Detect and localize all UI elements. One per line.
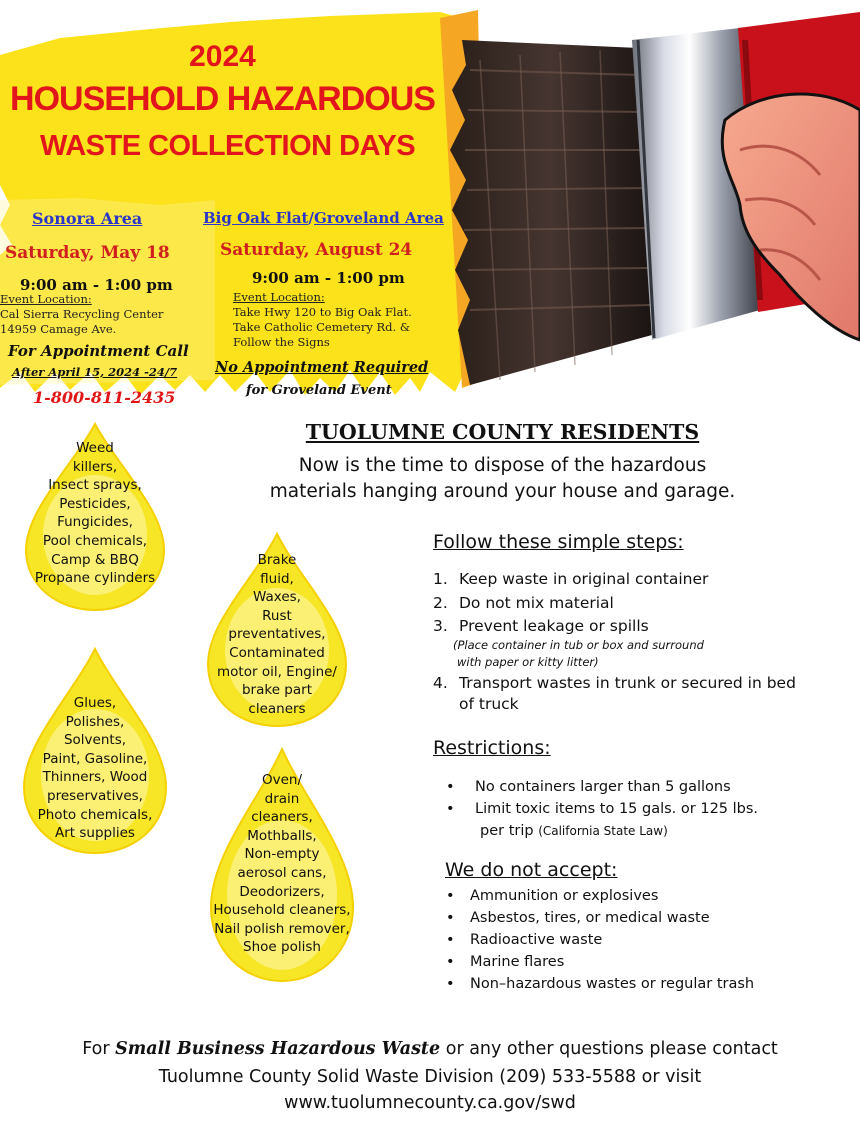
restriction-2-line2: per trip (California State Law) xyxy=(480,823,668,839)
groveland-area-link[interactable]: Groveland Area xyxy=(313,209,444,227)
not-accepted-item: • Marine flares xyxy=(446,954,565,970)
no-appointment-required: No Appointment Required xyxy=(215,359,429,376)
step-4-line2: of truck xyxy=(459,695,519,713)
groveland-location-line1: Take Hwy 120 to Big Oak Flat. xyxy=(233,305,412,319)
restriction-1: • No containers larger than 5 gallons xyxy=(446,779,731,795)
restrictions-heading: Restrictions: xyxy=(433,737,551,759)
not-accepted-item: • Asbestos, tires, or medical waste xyxy=(446,910,710,926)
bullet-icon: • xyxy=(446,932,455,948)
drop-solvents xyxy=(20,645,170,855)
sonora-area-link[interactable]: Sonora Area xyxy=(32,209,143,228)
drop-household xyxy=(207,745,357,985)
residents-intro-line2: materials hanging around your house and garage. xyxy=(269,481,736,502)
small-business-label: Small Business Hazardous Waste xyxy=(115,1039,441,1059)
step-2: 2. Do not mix material xyxy=(433,594,614,612)
groveland-location-line2: Take Catholic Cemetery Rd. & xyxy=(233,320,411,334)
not-accepted-item: • Ammunition or explosives xyxy=(446,888,659,904)
drop-solvents-text: Glues, Polishes, Solvents, Paint, Gasoline, Thinners, Wood preservatives, Photo chemicals, Art supplies xyxy=(37,695,153,842)
footer-line2: Tuolumne County Solid Waste Division (209) 533-5588 or visit xyxy=(158,1067,702,1087)
sonora-location-line1: Cal Sierra Recycling Center xyxy=(0,307,164,321)
groveland-location-line3: Follow the Signs xyxy=(233,335,330,349)
sonora-appointment-text: For Appointment Call xyxy=(8,342,189,360)
groveland-time: 9:00 am - 1:00 pm xyxy=(252,269,405,287)
step-1: 1. Keep waste in original container xyxy=(433,570,709,588)
sonora-phone-number[interactable]: 1-800-811-2435 xyxy=(33,388,176,407)
event-year: 2024 xyxy=(189,40,256,73)
bullet-icon: • xyxy=(446,801,455,817)
step-3-note-line2: with paper or kitty litter) xyxy=(457,655,599,669)
drop-pesticides xyxy=(22,420,168,612)
residents-intro-line1: Now is the time to dispose of the hazardous xyxy=(298,455,707,476)
sonora-location-line2: 14959 Camage Ave. xyxy=(0,322,117,336)
not-accepted-item: • Non–hazardous wastes or regular trash xyxy=(446,976,755,992)
restriction-2: • Limit toxic items to 15 gals. or 125 lbs. xyxy=(446,801,759,817)
page-title: HOUSEHOLD HAZARDOUS xyxy=(10,80,435,118)
not-accepted-item: • Radioactive waste xyxy=(446,932,603,948)
bullet-icon: • xyxy=(446,954,455,970)
residents-heading: TUOLUMNE COUNTY RESIDENTS xyxy=(305,420,700,444)
page-subtitle: WASTE COLLECTION DAYS xyxy=(39,130,416,162)
groveland-location-label: Event Location: xyxy=(233,290,325,304)
drop-pesticides-text: Weed killers, Insect sprays, Pesticides, Fungicides, Pool chemicals, Camp & BBQ Propane cylinders xyxy=(34,440,156,587)
sonora-time: 9:00 am - 1:00 pm xyxy=(20,276,173,294)
groveland-event-note: for Groveland Event xyxy=(246,383,392,398)
groveland-area-heading xyxy=(203,209,444,227)
step-3-note-line1: (Place container in tub or box and surround xyxy=(453,638,704,652)
big-oak-flat-link[interactable]: Big Oak Flat xyxy=(203,209,309,227)
bullet-icon: • xyxy=(446,888,455,904)
residents-intro xyxy=(220,453,785,505)
steps-heading: Follow these simple steps: xyxy=(433,531,684,553)
bullet-icon: • xyxy=(446,976,455,992)
sonora-location-label: Event Location: xyxy=(0,292,92,306)
drop-automotive-text: Brake fluid, Waxes, Rust preventatives, Contaminated motor oil, Engine/ brake part cleaners xyxy=(217,552,337,717)
drop-automotive xyxy=(204,530,350,728)
not-accepted-heading: We do not accept: xyxy=(445,859,618,881)
sonora-date: Saturday, May 18 xyxy=(5,243,170,263)
area-separator: / xyxy=(308,209,314,227)
step-4: 4. Transport wastes in trunk or secured in bed xyxy=(433,674,796,692)
step-3: 3. Prevent leakage or spills xyxy=(433,617,649,635)
bullet-icon: • xyxy=(446,910,455,926)
footer-line1: For Small Business Hazardous Waste or any other questions please contact xyxy=(82,1039,778,1059)
bullet-icon: • xyxy=(446,779,455,795)
groveland-date: Saturday, August 24 xyxy=(220,240,413,260)
drop-household-text: Oven/ drain cleaners, Mothballs, Non-empty aerosol cans, Deodorizers, Household cleaners, Nail polish remover, Shoe polish xyxy=(213,772,351,956)
sonora-appointment-after: After April 15, 2024 -24/7 xyxy=(12,365,178,379)
footer-website-link[interactable]: www.tuolumnecounty.ca.gov/swd xyxy=(284,1093,576,1113)
